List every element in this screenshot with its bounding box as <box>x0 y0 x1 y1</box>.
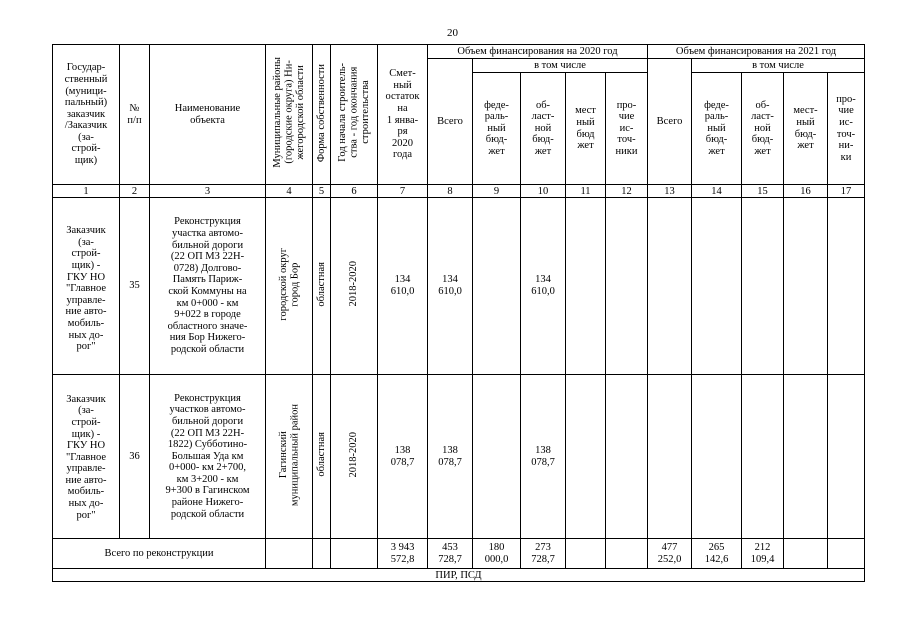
header-local-2021: мест- ный бюд- жет <box>784 73 828 185</box>
column-number: 12 <box>606 185 648 198</box>
row-local-2020 <box>566 198 606 375</box>
row-federal-2020 <box>473 375 521 539</box>
row-other-2021 <box>828 375 865 539</box>
column-number: 3 <box>150 185 266 198</box>
row-years: 2018-2020 <box>331 198 378 375</box>
total-2021: 477 252,0 <box>648 539 692 569</box>
column-number: 16 <box>784 185 828 198</box>
header-incl-2021: в том числе <box>692 59 865 73</box>
row-customer: Заказчик (за- строй- щик) - ГКУ НО "Главное управле- ние авто- мобиль- ных до- рог" <box>53 198 120 375</box>
row-total-2021 <box>648 375 692 539</box>
header-regional-2021: об- ласт- ной бюд- жет <box>742 73 784 185</box>
header-federal-2020: феде- раль- ный бюд- жет <box>473 73 521 185</box>
header-other-2020: про- чие ис- точ- ники <box>606 73 648 185</box>
total-years <box>331 539 378 569</box>
header-fin-2021: Объем финансирования на 2021 год <box>648 45 865 59</box>
row-estimate: 138 078,7 <box>378 375 428 539</box>
row-local-2021 <box>784 198 828 375</box>
header-object-name: Наименование объекта <box>150 45 266 185</box>
row-district: Гагинский муниципальный район <box>266 375 313 539</box>
header-local-2020: мест ный бюд жет <box>566 73 606 185</box>
row-regional-2021 <box>742 198 784 375</box>
header-district: Муниципальные районы (городские округа) Ни- жегородской области <box>266 45 313 185</box>
table-row <box>53 375 865 539</box>
row-years: 2018-2020 <box>331 375 378 539</box>
row-ownership: областная <box>313 375 331 539</box>
header-total-2021: Всего <box>648 59 692 185</box>
row-regional-2020: 134 610,0 <box>521 198 566 375</box>
row-total-2020: 134 610,0 <box>428 198 473 375</box>
row-number: 35 <box>120 198 150 375</box>
row-number: 36 <box>120 375 150 539</box>
section-title: ПИР, ПСД <box>53 569 865 582</box>
header-estimate: Смет- ный остаток на 1 янва- ря 2020 года <box>378 45 428 185</box>
row-district: городской округ город Бор <box>266 198 313 375</box>
column-number: 7 <box>378 185 428 198</box>
column-number: 15 <box>742 185 784 198</box>
header-customer: Государ- ственный (муници- пальный) заказчик /Заказчик (за- строй- щик) <box>53 45 120 185</box>
header-years: Год начала строитель- ства - год окончания строительства <box>331 45 378 185</box>
section-row <box>53 569 865 582</box>
header-ownership: Форма собственности <box>313 45 331 185</box>
column-number: 4 <box>266 185 313 198</box>
row-local-2021 <box>784 375 828 539</box>
row-customer: Заказчик (за- строй- щик) - ГКУ НО "Главное управле- ние авто- мобиль- ных до- рог" <box>53 375 120 539</box>
column-number: 5 <box>313 185 331 198</box>
row-federal-2020 <box>473 198 521 375</box>
header-incl-2020: в том числе <box>473 59 648 73</box>
row-total-2021 <box>648 198 692 375</box>
row-other-2020 <box>606 375 648 539</box>
total-2020: 453 728,7 <box>428 539 473 569</box>
total-other-2021 <box>828 539 865 569</box>
column-number: 14 <box>692 185 742 198</box>
row-total-2020: 138 078,7 <box>428 375 473 539</box>
header-other-2021: про- чие ис- точ- ни- ки <box>828 73 865 185</box>
row-federal-2021 <box>692 375 742 539</box>
row-object-name: Реконструкция участков автомо- бильной дороги (22 ОП МЗ 22Н- 1822) Субботино- Большая Уда км 0+000- км 2+700, км 3+200 - км 9+300 в Гагинском районе Нижего- родской области <box>150 375 266 539</box>
financing-table <box>52 44 865 582</box>
row-estimate: 134 610,0 <box>378 198 428 375</box>
column-number: 9 <box>473 185 521 198</box>
row-local-2020 <box>566 375 606 539</box>
row-regional-2021 <box>742 375 784 539</box>
total-label: Всего по реконструкции <box>53 539 266 569</box>
header-total-2020: Всего <box>428 59 473 185</box>
page-number: 20 <box>447 27 458 39</box>
table-row <box>53 198 865 375</box>
column-number: 11 <box>566 185 606 198</box>
total-regional-2021: 212 109,4 <box>742 539 784 569</box>
total-regional-2020: 273 728,7 <box>521 539 566 569</box>
column-number: 10 <box>521 185 566 198</box>
column-number: 8 <box>428 185 473 198</box>
total-estimate: 3 943 572,8 <box>378 539 428 569</box>
total-district <box>266 539 313 569</box>
row-other-2021 <box>828 198 865 375</box>
total-ownership <box>313 539 331 569</box>
header-num: № п/п <box>120 45 150 185</box>
header-regional-2020: об- ласт- ной бюд- жет <box>521 73 566 185</box>
row-ownership: областная <box>313 198 331 375</box>
column-number: 6 <box>331 185 378 198</box>
column-number: 1 <box>53 185 120 198</box>
column-number: 13 <box>648 185 692 198</box>
row-object-name: Реконструкция участка автомо- бильной дороги (22 ОП МЗ 22Н- 0728) Долгово- Память Париж- ской Коммуны на км 0+000 - км 9+022 в городе областного значе- ния Бор Нижего- родской области <box>150 198 266 375</box>
total-local-2021 <box>784 539 828 569</box>
header-federal-2021: феде- раль- ный бюд- жет <box>692 73 742 185</box>
total-local-2020 <box>566 539 606 569</box>
row-federal-2021 <box>692 198 742 375</box>
header-fin-2020: Объем финансирования на 2020 год <box>428 45 648 59</box>
column-number: 17 <box>828 185 865 198</box>
row-other-2020 <box>606 198 648 375</box>
total-other-2020 <box>606 539 648 569</box>
total-federal-2020: 180 000,0 <box>473 539 521 569</box>
total-row <box>53 539 865 569</box>
total-federal-2021: 265 142,6 <box>692 539 742 569</box>
row-regional-2020: 138 078,7 <box>521 375 566 539</box>
column-number: 2 <box>120 185 150 198</box>
